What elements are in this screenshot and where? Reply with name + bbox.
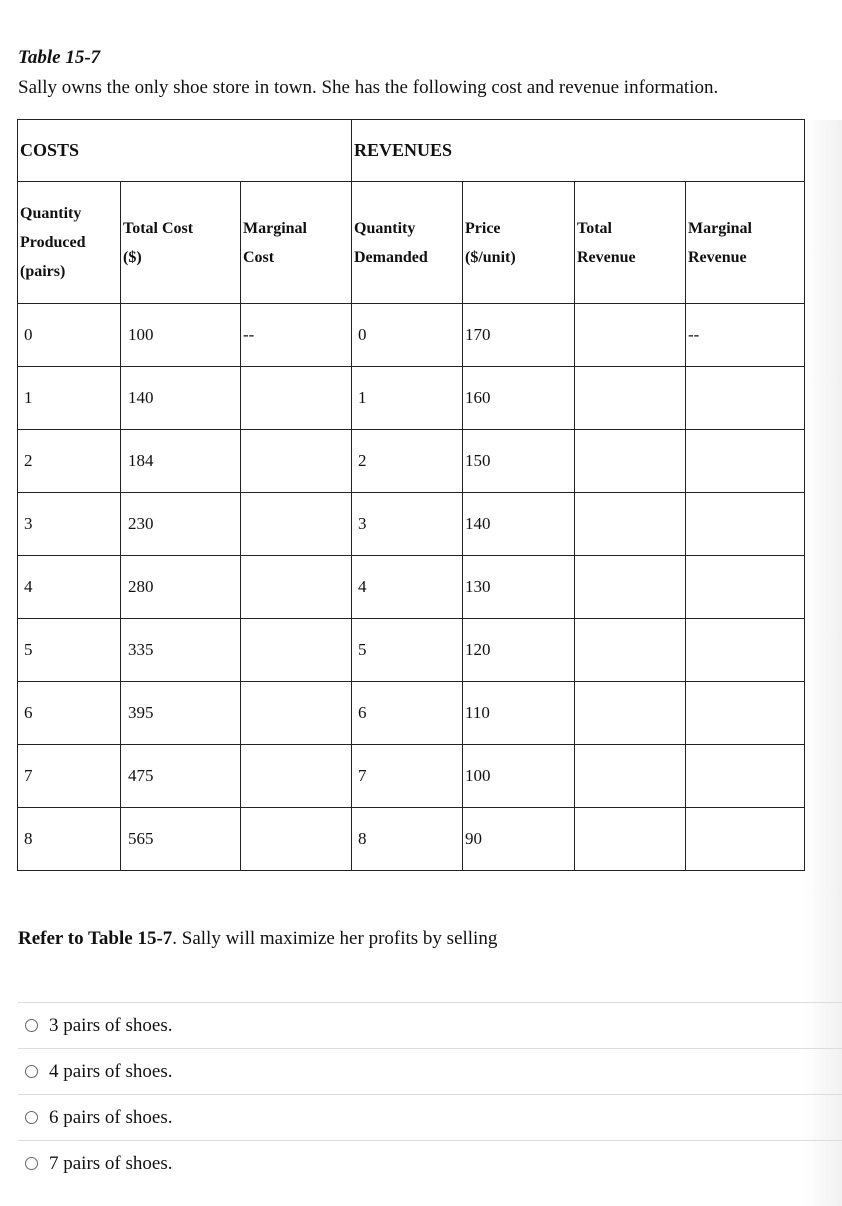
header-marginal-revenue: Marginal Revenue: [686, 182, 805, 304]
cell-marginal-revenue: [686, 619, 805, 682]
cell-total-revenue: [575, 745, 686, 808]
cell-total-revenue: [575, 619, 686, 682]
cell-total-revenue: [575, 304, 686, 367]
header-marginal-cost: Marginal Cost: [241, 182, 352, 304]
cell-price: 110: [463, 682, 575, 745]
radio-button-icon[interactable]: [25, 1019, 38, 1032]
cell-marginal-cost: [241, 556, 352, 619]
cell-marginal-cost: [241, 367, 352, 430]
intro-text: Sally owns the only shoe store in town. She has the following cost and revenue information.: [18, 77, 719, 98]
table-row: [18, 367, 805, 430]
radio-button-icon[interactable]: [25, 1157, 38, 1170]
question-reference: Refer to Table 15-7: [18, 928, 173, 949]
cell-quantity-produced: 2: [18, 430, 121, 493]
cell-price: 150: [463, 430, 575, 493]
cell-price: 140: [463, 493, 575, 556]
cell-quantity-produced: 4: [18, 556, 121, 619]
header-quantity-demanded: Quantity Demanded: [352, 182, 463, 304]
table-row: [18, 556, 805, 619]
cell-total-revenue: [575, 556, 686, 619]
answer-label: 7 pairs of shoes.: [49, 1152, 173, 1174]
cell-quantity-demanded: 3: [352, 493, 463, 556]
cell-total-revenue: [575, 808, 686, 871]
cell-quantity-demanded: 5: [352, 619, 463, 682]
cell-marginal-cost: [241, 493, 352, 556]
cell-marginal-revenue: [686, 682, 805, 745]
question-text: [18, 928, 497, 950]
column-header-row: [18, 182, 805, 304]
cell-quantity-demanded: 7: [352, 745, 463, 808]
cell-total-cost: 475: [121, 745, 241, 808]
cell-quantity-produced: 6: [18, 682, 121, 745]
answer-label: 3 pairs of shoes.: [49, 1014, 173, 1036]
cell-marginal-revenue: [686, 493, 805, 556]
table-row: [18, 745, 805, 808]
cell-total-cost: 335: [121, 619, 241, 682]
answer-option[interactable]: [18, 1002, 842, 1048]
cell-price: 160: [463, 367, 575, 430]
cell-total-revenue: [575, 367, 686, 430]
cell-marginal-cost: [241, 619, 352, 682]
cell-marginal-revenue: --: [686, 304, 805, 367]
header-total-cost: Total Cost ($): [121, 182, 241, 304]
cell-marginal-revenue: [686, 745, 805, 808]
header-quantity-produced: Quantity Produced (pairs): [18, 182, 121, 304]
table-title: Table 15-7: [18, 47, 101, 68]
cell-total-cost: 230: [121, 493, 241, 556]
question-body: . Sally will maximize her profits by selling: [172, 928, 498, 949]
answer-option[interactable]: [18, 1094, 842, 1140]
radio-button-icon[interactable]: [25, 1111, 38, 1124]
revenues-section-label: REVENUES: [352, 120, 805, 182]
cell-total-revenue: [575, 493, 686, 556]
cell-quantity-demanded: 1: [352, 367, 463, 430]
costs-section-label: COSTS: [18, 120, 352, 182]
answer-option[interactable]: [18, 1048, 842, 1094]
cell-total-revenue: [575, 682, 686, 745]
cell-quantity-produced: 5: [18, 619, 121, 682]
cell-marginal-cost: [241, 745, 352, 808]
cell-marginal-revenue: [686, 556, 805, 619]
table-row: [18, 808, 805, 871]
cell-quantity-demanded: 2: [352, 430, 463, 493]
cell-total-revenue: [575, 430, 686, 493]
table-row: [18, 682, 805, 745]
answer-label: 4 pairs of shoes.: [49, 1060, 173, 1082]
cell-quantity-produced: 8: [18, 808, 121, 871]
header-total-revenue: Total Revenue: [575, 182, 686, 304]
cell-marginal-revenue: [686, 367, 805, 430]
cell-quantity-produced: 1: [18, 367, 121, 430]
table-row: [18, 619, 805, 682]
cell-quantity-demanded: 8: [352, 808, 463, 871]
answer-options: [18, 1002, 842, 1186]
table-row: [18, 493, 805, 556]
cell-total-cost: 395: [121, 682, 241, 745]
cost-revenue-table: [17, 119, 805, 871]
cell-marginal-cost: [241, 808, 352, 871]
cell-marginal-cost: --: [241, 304, 352, 367]
cell-marginal-revenue: [686, 430, 805, 493]
cell-quantity-demanded: 4: [352, 556, 463, 619]
cell-price: 90: [463, 808, 575, 871]
cell-price: 100: [463, 745, 575, 808]
cell-total-cost: 280: [121, 556, 241, 619]
cell-total-cost: 100: [121, 304, 241, 367]
cell-marginal-revenue: [686, 808, 805, 871]
cell-price: 120: [463, 619, 575, 682]
cell-quantity-demanded: 0: [352, 304, 463, 367]
answer-option[interactable]: [18, 1140, 842, 1186]
cell-quantity-demanded: 6: [352, 682, 463, 745]
cell-total-cost: 184: [121, 430, 241, 493]
radio-button-icon[interactable]: [25, 1065, 38, 1078]
cell-price: 130: [463, 556, 575, 619]
cell-price: 170: [463, 304, 575, 367]
cell-marginal-cost: [241, 682, 352, 745]
answer-label: 6 pairs of shoes.: [49, 1106, 173, 1128]
cell-quantity-produced: 3: [18, 493, 121, 556]
cell-total-cost: 565: [121, 808, 241, 871]
cell-quantity-produced: 0: [18, 304, 121, 367]
table-row: [18, 304, 805, 367]
cell-marginal-cost: [241, 430, 352, 493]
cell-quantity-produced: 7: [18, 745, 121, 808]
header-price: Price ($/unit): [463, 182, 575, 304]
section-header-row: [18, 120, 805, 182]
table-row: [18, 430, 805, 493]
cell-total-cost: 140: [121, 367, 241, 430]
